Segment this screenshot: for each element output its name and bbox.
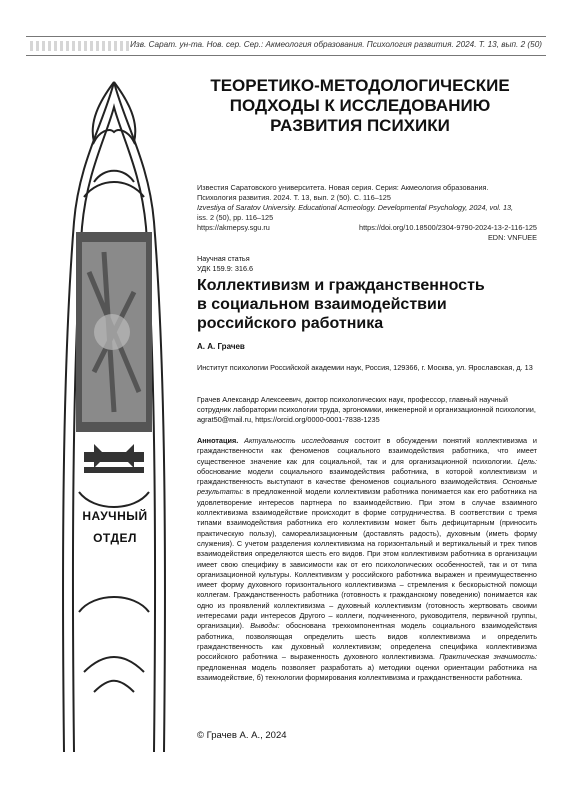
affiliation: Институт психологии Российской академии наук, Россия, 129366, г. Москва, ул. Ярославская, д. 13	[197, 363, 533, 372]
article-type: Научная статья УДК 159.9: 316.6	[197, 254, 254, 273]
article-title: Коллективизм и гражданственность в социальном взаимодействии российского работника	[197, 277, 485, 332]
art-nouveau-ornament	[54, 72, 174, 752]
citation-block: Известия Саратовского университета. Новая серия. Серия: Акмеология образования. Психология развития. 2024. Т. 13, вып. 2 (50). С. 116–125 Izvestiya of Saratov University. Educational Acmeology. Developmental Psychology, 2024, vol. 13, iss. 2 (50), pp. 116–125 https://akmepsy.sgu.ru https://doi.org/10.18500/2304-9790-2024-13-2-116-125 EDN: VNFUEE	[197, 183, 537, 242]
author-bio: Грачев Александр Алексеевич, доктор психологических наук, профессор, главный научный сотрудник лаборатории психологии труда, эргономики, инженерной и организационной психологии, agrat50@mail.ru, https://orcid.org/0000-0001-7838-1235	[197, 395, 536, 424]
udc: УДК 159.9: 316.6	[197, 264, 254, 273]
side-section-label: НАУЧНЫЙ ОТДЕЛ	[82, 509, 148, 545]
author-name: А. А. Грачев	[197, 342, 245, 351]
doi-link[interactable]: https://doi.org/10.18500/2304-9790-2024-13-2-116-125	[359, 223, 537, 232]
journal-site-link[interactable]: https://akmepsy.sgu.ru	[197, 223, 270, 232]
edn: EDN: VNFUEE	[487, 233, 537, 242]
running-header	[26, 36, 546, 56]
abstract-label: Аннотация.	[197, 436, 239, 445]
header-decoration	[30, 41, 130, 51]
copyright: © Грачев А. А., 2024	[197, 730, 287, 741]
running-title: Изв. Сарат. ун-та. Нов. сер. Сер.: Акмеология образования. Психология развития. 2024. Т. 13, вып. 2 (50)	[130, 40, 542, 49]
section-title: ТЕОРЕТИКО-МЕТОДОЛОГИЧЕСКИЕ ПОДХОДЫ К ИССЛЕДОВАНИЮ РАЗВИТИЯ ПСИХИКИ	[210, 76, 510, 135]
abstract: Аннотация. Актуальность исследования состоит в обсуждении понятий коллективизма и гражданственности как феноменов социального взаимодействия работника, что имеет существенное значение как для социальной, так и для организационной психологии. Цель: обоснование модели социального взаимодействия работника, в которой коллективизм и гражданственность выступают в качестве феноменов социального взаимодействия. Основные результаты: в предложенной модели коллективизм работника понимается как его работника на удовлетворение интересов партнера по взаимодействию. При этом в случае взаимного коллективизма взаимодействие происходит в форме сотрудничества. В соответствии с тремя типами взаимодействия работника его коллективизм может быть дефицитарным (приносить практическую пользу), самореализационным (доставлять радость), духовным (иметь форму служения). С учетом разделения коллективизма на горизонтальный и вертикальный и трех типов взаимодействия определяются шесть его видов. При этом коллективизм работника в организации имеет свою специфику в зависимости как от его психологических особенностей, так и от типа организационной культуры. Коллективизм у российского работника выражен и преимущественно имеет форму духовного горизонтального коллективизма – стремления к бескорыстной помощи коллегам. Гражданственность работника (готовность к гражданскому поведению) понимается как одно из проявлений коллективизма – духовный коллективизм (готовность жертвовать своими интересами ради интересов Другого – коллеги, подчиненного, руководителя, первичной группы, организации). Выводы: обоснована трехкомпонентная модель социального взаимодействия работника, позволяющая определить шесть видов коллективизма и определить гражданственность как духовный коллективизм; определена специфика коллективизма российского работника – выраженность духовного коллективизма. Практическая значимость: предложенная модель позволяет разработать а) методики оценки ориентации работника на взаимодействие, б) технологии формирования коллективизма и гражданственности работника.	[197, 436, 538, 682]
